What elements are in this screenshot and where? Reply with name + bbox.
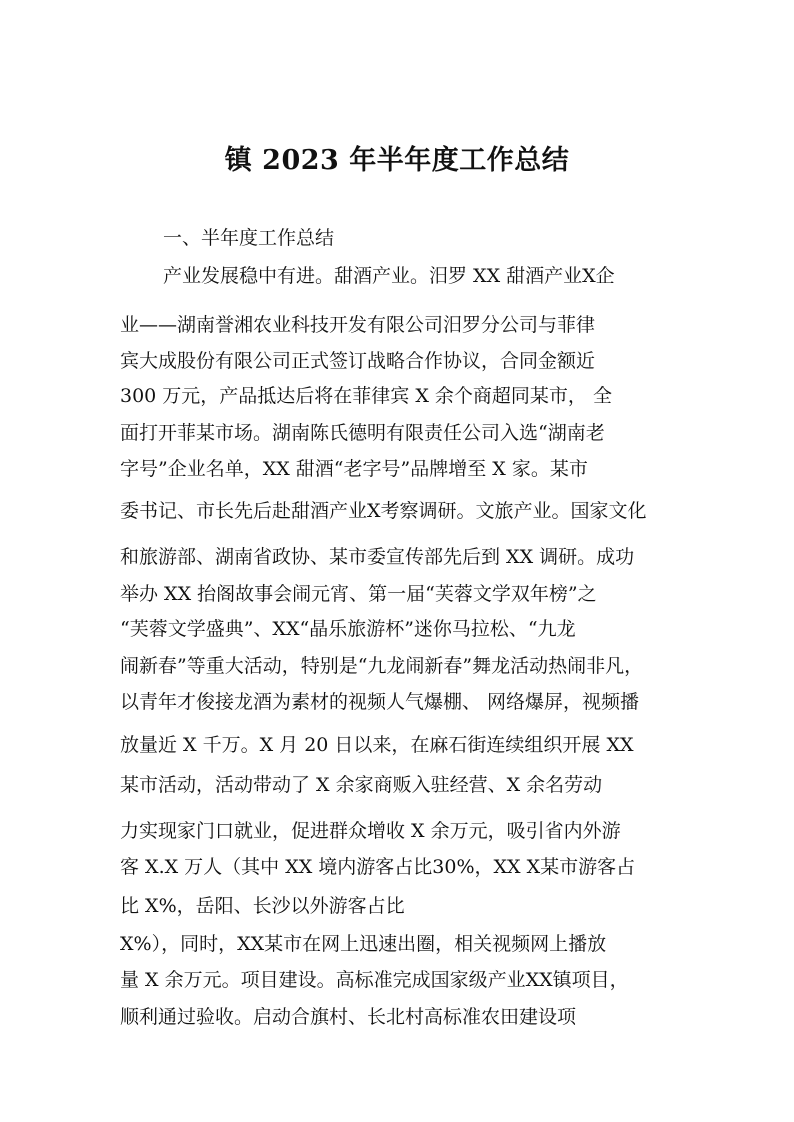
body-line-10: “芙蓉文学盛典”、XX“晶乐旅游杯”迷你马拉松、“九龙 xyxy=(120,618,576,640)
body-line-2: 业——湖南誉湘农业科技开发有限公司汨罗分公司与菲律 xyxy=(120,314,596,336)
body-line-1: 产业发展稳中有进。甜酒产业。汨罗 XX 甜酒产业X企 xyxy=(163,265,615,287)
body-line-12: 以青年才俊接龙酒为素材的视频人气爆棚、 网络爆屏，视频播 xyxy=(120,691,640,713)
body-line-5: 面打开菲某市场。湖南陈氏德明有限责任公司入选“湖南老 xyxy=(120,422,605,444)
body-line-19: 量 X 余万元。项目建设。高标准完成国家级产业XX镇项目， xyxy=(120,969,629,991)
body-line-11: 闹新春”等重大活动，特别是“九龙闹新春”舞龙活动热闹非凡， xyxy=(120,655,644,677)
body-line-14: 某市活动，活动带动了 X 余家商贩入驻经营、X 余名劳动 xyxy=(120,774,603,796)
body-line-6: 字号”企业名单，XX 甜酒“老字号”品牌增至 X 家。某市 xyxy=(120,458,588,480)
body-line-7: 委书记、市长先后赴甜酒产业X考察调研。文旅产业。国家文化 xyxy=(120,500,647,522)
body-line-17: 比 X%，岳阳、长沙以外游客占比 xyxy=(120,895,405,917)
body-line-15: 力实现家门口就业，促进群众增收 X 余万元，吸引省内外游 xyxy=(120,820,621,842)
body-line-20: 顺利通过验收。启动合旗村、长北村高标准农田建设项 xyxy=(120,1006,577,1028)
body-line-16: 客 X.X 万人（其中 XX 境内游客占比30%，XX X某市游客占 xyxy=(120,856,636,878)
body-line-18: X%），同时，XX某市在网上迅速出圈，相关视频网上播放 xyxy=(120,933,607,955)
body-line-8: 和旅游部、湖南省政协、某市委宣传部先后到 XX 调研。成功 xyxy=(120,546,635,568)
section-heading: 一、半年度工作总结 xyxy=(163,227,335,249)
body-line-4: 300 万元，产品抵达后将在菲律宾 X 余个商超同某市， 全 xyxy=(120,385,612,407)
body-line-9: 举办 XX 抬阁故事会闹元宵、第一届“芙蓉文学双年榜”之 xyxy=(120,583,597,605)
body-line-13: 放量近 X 千万。X 月 20 日以来，在麻石街连续组织开展 XX xyxy=(120,734,634,756)
document-title: 镇 2023 年半年度工作总结 xyxy=(224,145,570,176)
body-line-3: 宾大成股份有限公司正式签订战略合作协议，合同金额近 xyxy=(120,350,596,372)
